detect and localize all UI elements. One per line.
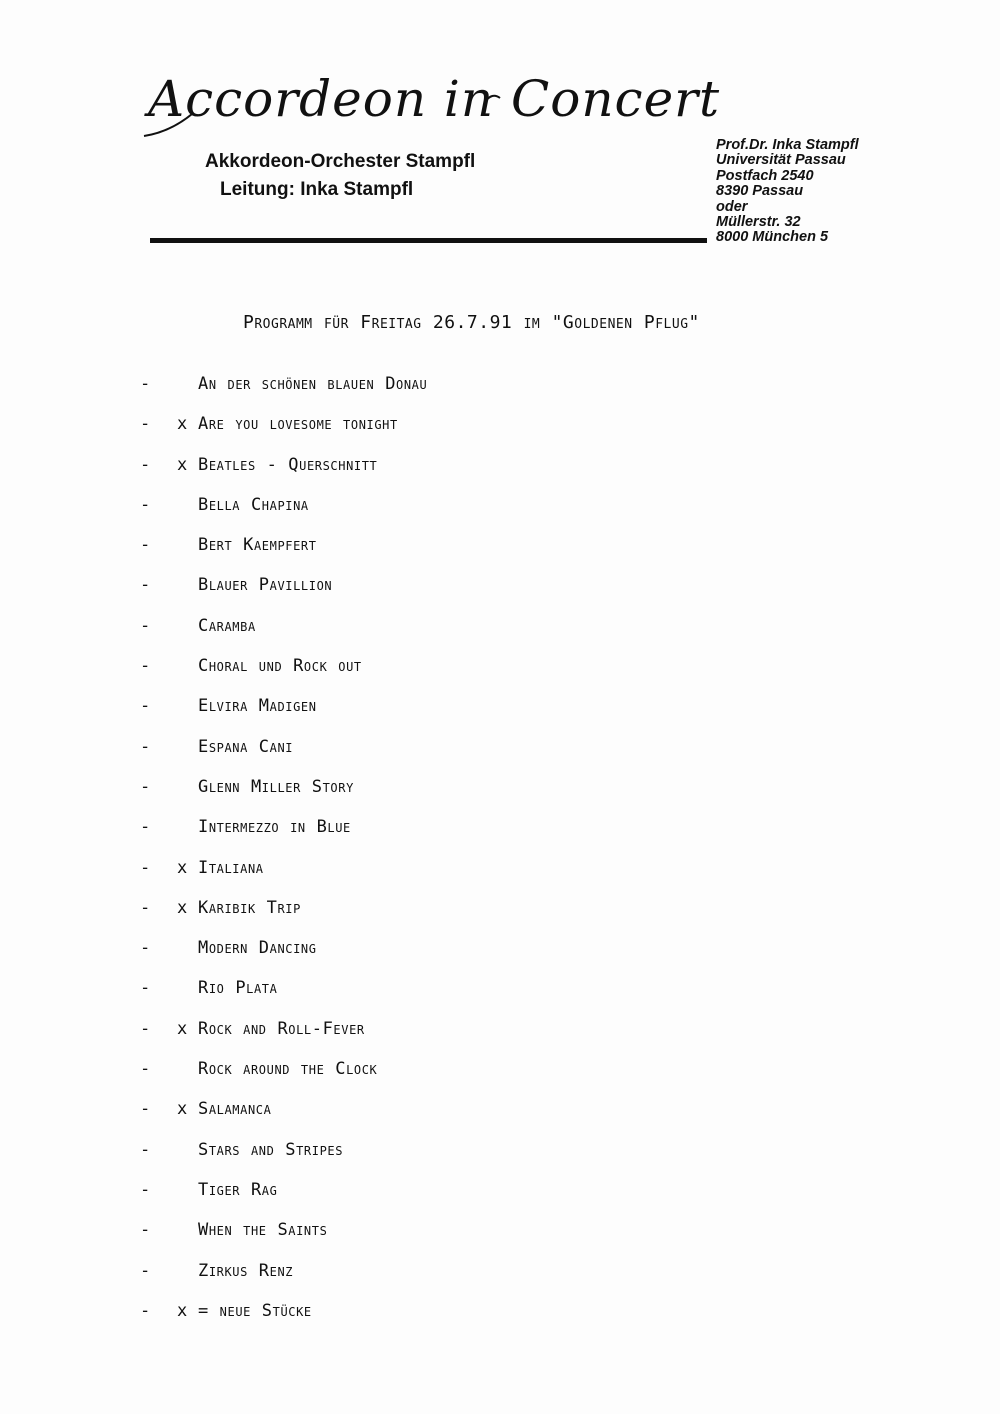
list-dash: - — [140, 1300, 151, 1321]
list-dash: - — [140, 938, 151, 959]
piece-title: Intermezzo in Blue — [198, 817, 351, 838]
list-dash: - — [140, 736, 151, 757]
logo-wordmark: Accordeon in Concert — [148, 70, 721, 128]
program-item — [0, 694, 700, 734]
legend-item — [0, 1299, 700, 1339]
address-line: 8390 Passau — [716, 183, 804, 200]
piece-title: Rio Plata — [198, 978, 278, 999]
new-piece-mark: x — [177, 454, 188, 475]
piece-title: Blauer Pavillion — [198, 575, 333, 596]
program-list — [0, 372, 700, 1339]
program-item — [0, 1057, 700, 1097]
program-item — [0, 533, 700, 573]
program-item — [0, 1097, 700, 1137]
piece-title: Modern Dancing — [198, 938, 317, 959]
new-piece-mark: x — [177, 1018, 188, 1039]
list-dash: - — [140, 857, 151, 878]
list-dash: - — [140, 1139, 151, 1160]
piece-title: Zirkus Renz — [198, 1260, 294, 1281]
address-line: oder — [716, 198, 748, 215]
program-item — [0, 1138, 700, 1178]
header-rule — [150, 238, 707, 243]
piece-title: Are you lovesome tonight — [198, 414, 398, 435]
legend-text: = neue Stücke — [198, 1300, 312, 1321]
program-title: Programm für Freitag 26.7.91 im "Goldenen Pflug" — [243, 312, 700, 333]
list-dash: - — [140, 1099, 151, 1120]
piece-title: Stars and Stripes — [198, 1139, 344, 1160]
list-dash: - — [140, 696, 151, 717]
new-piece-mark: x — [177, 414, 188, 435]
program-item — [0, 1178, 700, 1218]
list-dash: - — [140, 897, 151, 918]
piece-title: Salamanca — [198, 1099, 272, 1120]
piece-title: Rock and Roll-Fever — [198, 1018, 365, 1039]
new-piece-mark: x — [177, 857, 188, 878]
program-item — [0, 815, 700, 855]
list-dash: - — [140, 656, 151, 677]
list-dash: - — [140, 817, 151, 838]
program-item — [0, 856, 700, 896]
program-item — [0, 936, 700, 976]
piece-title: An der schönen blauen Donau — [198, 374, 428, 394]
piece-title: Caramba — [198, 615, 256, 636]
list-dash: - — [140, 374, 151, 394]
program-item — [0, 614, 700, 654]
address-line: Universität Passau — [716, 152, 846, 169]
list-dash: - — [140, 978, 151, 999]
new-piece-mark: x — [177, 1099, 188, 1120]
piece-title: Beatles - Querschnitt — [198, 454, 378, 475]
program-item — [0, 735, 700, 775]
list-dash: - — [140, 1220, 151, 1241]
program-item — [0, 654, 700, 694]
list-dash: - — [140, 1059, 151, 1080]
new-piece-mark: x — [177, 897, 188, 918]
list-dash: - — [140, 1179, 151, 1200]
piece-title: Rock around the Clock — [198, 1059, 378, 1080]
program-item — [0, 1259, 700, 1299]
program-item — [0, 412, 700, 452]
piece-title: Bella Chapina — [198, 494, 309, 515]
program-item — [0, 493, 700, 533]
program-item — [0, 1218, 700, 1258]
list-dash: - — [140, 414, 151, 435]
list-dash: - — [140, 494, 151, 515]
piece-title: Tiger Rag — [198, 1179, 278, 1200]
program-item — [0, 453, 700, 493]
piece-title: Bert Kaempfert — [198, 535, 317, 556]
address-line: Müllerstr. 32 — [716, 214, 801, 231]
list-dash: - — [140, 615, 151, 636]
list-dash: - — [140, 1018, 151, 1039]
piece-title: Karibik Trip — [198, 897, 301, 918]
address-line: Postfach 2540 — [716, 167, 814, 184]
list-dash: - — [140, 776, 151, 797]
program-item — [0, 372, 700, 412]
address-line: 8000 München 5 — [716, 229, 829, 246]
address-line: Prof.Dr. Inka Stampfl — [716, 137, 859, 153]
list-dash: - — [140, 535, 151, 556]
piece-title: Espana Cani — [198, 736, 294, 757]
program-item — [0, 775, 700, 815]
legend-mark: x — [177, 1300, 188, 1321]
piece-title: Glenn Miller Story — [198, 776, 354, 797]
piece-title: When the Saints — [198, 1220, 328, 1241]
list-dash: - — [140, 454, 151, 475]
program-item — [0, 573, 700, 613]
list-dash: - — [140, 575, 151, 596]
piece-title: Elvira Madigen — [198, 696, 317, 717]
piece-title: Italiana — [198, 857, 264, 878]
program-item — [0, 896, 700, 936]
program-item — [0, 976, 700, 1016]
list-dash: - — [140, 1260, 151, 1281]
contact-address — [716, 138, 859, 246]
orchestra-name: Akkordeon-Orchester Stampfl — [205, 151, 476, 172]
program-item — [0, 1017, 700, 1057]
orchestra-leader: Leitung: Inka Stampfl — [220, 179, 414, 200]
piece-title: Choral und Rock out — [198, 656, 362, 677]
